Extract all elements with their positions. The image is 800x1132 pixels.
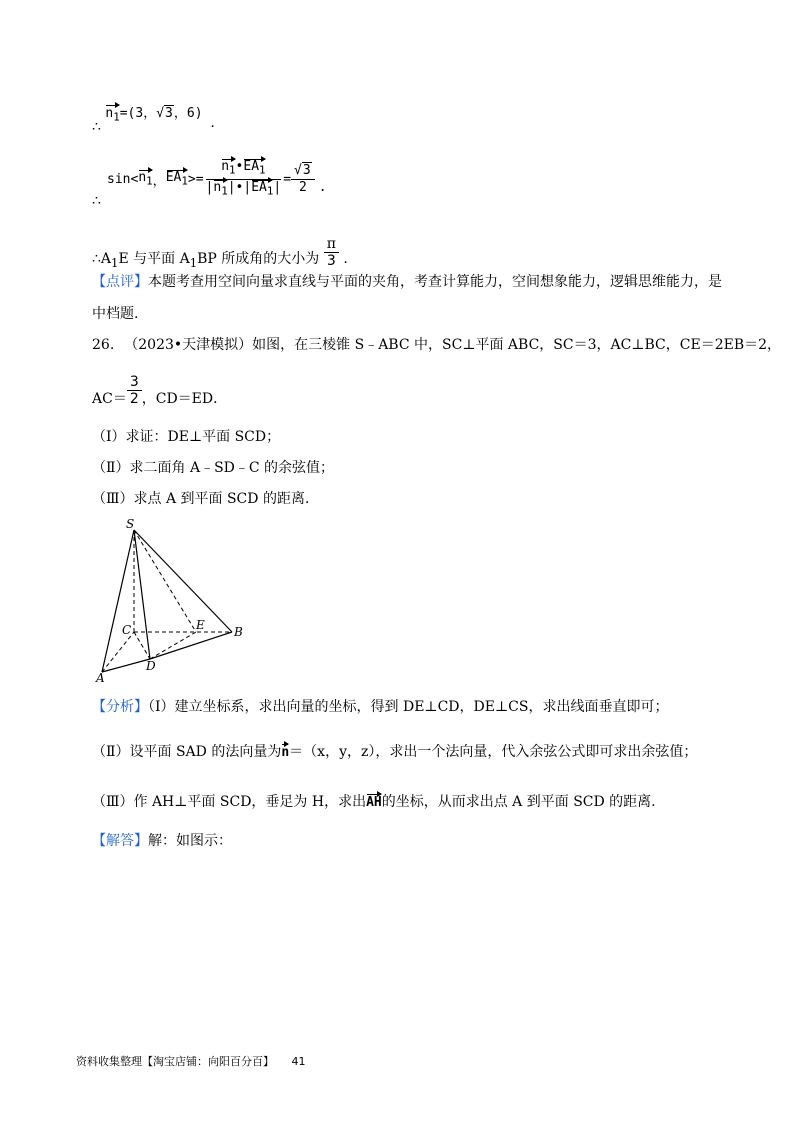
analysis-tag: 【分析】 — [92, 699, 148, 715]
label-S: S — [126, 517, 135, 531]
solution-tag: 【解答】 — [92, 833, 148, 849]
solution-line: 【解答】解：如图示： — [92, 833, 232, 849]
label-C: C — [122, 623, 132, 637]
edge-SD — [134, 530, 150, 659]
result-fraction: $\frac{√3}{2}$ — [291, 163, 315, 196]
edge-SB — [134, 530, 232, 632]
result-line-normal-vector — [92, 104, 215, 135]
page-number: 41 — [291, 1055, 306, 1068]
question-3: （Ⅲ）求点 A 到平面 SCD 的距离． — [92, 491, 319, 507]
label-E: E — [196, 618, 205, 632]
page-footer — [76, 1053, 306, 1069]
edge-AD — [102, 659, 150, 672]
question-2: （Ⅱ）求二面角 A﹣SD﹣C 的余弦值； — [92, 460, 335, 476]
sine-formula: sin< $n_1$ ， $EA_1$ >= $\frac{n_1•EA_1}{|n_1|•|EA_1|}$ = $\frac{√3}{2}$ . — [107, 158, 327, 198]
footer-source: 资料收集整理【淘宝店铺：向阳百分百】 — [76, 1055, 274, 1068]
label-B: B — [234, 625, 243, 639]
analysis-line-2: （Ⅱ）设平面 SAD 的法向量为n＝（x，y，z），求出一个法向量，代入余弦公式即可求出余弦值； — [92, 744, 698, 760]
label-A: A — [96, 671, 105, 684]
label-D: D — [146, 659, 156, 673]
pyramid-figure — [90, 512, 260, 684]
pi-over-three: $\frac{\pi}{3}$ — [324, 236, 339, 269]
problem-number: 26. — [92, 337, 115, 353]
analysis-line-3: （Ⅲ）作 AH⊥平面 SCD，垂足为 H，求出AH的坐标，从而求出点 A 到平面 SCD 的距离. — [92, 794, 656, 810]
analysis-line-1: 【分析】（Ⅰ）建立坐标系，求出向量的坐标，得到 DE⊥CD，DE⊥CS，求出线面垂直即可； — [92, 699, 669, 715]
fraction-three-halves: $\frac{3}{2}$ — [127, 374, 142, 407]
therefore-symbol: ∴ — [92, 193, 101, 209]
comment-paragraph: 【点评】本题考查用空间向量求直线与平面的夹角，考查计算能力，空间想象能力，逻辑思维能力，是 — [92, 274, 722, 290]
edge-DB — [150, 632, 232, 659]
conclusion-line: $\therefore A_1E$ 与平面 $A_1BP$ 所成角的大小为 $\frac{\pi}{3}$ . — [92, 236, 348, 270]
vector-n1: $n_1$ — [138, 170, 153, 188]
problem-statement: 26. （2023•天津模拟）如图，在三棱锥 S﹣ABC 中，SC⊥平面 ABC，SC＝3，AC⊥BC，CE＝2EB＝2， — [92, 337, 782, 353]
question-1: （Ⅰ）求证：DE⊥平面 SCD； — [92, 429, 281, 445]
vector-ah: AH — [366, 795, 382, 810]
vector-n: n — [281, 745, 290, 760]
normal-vector-expression: $n_1=(3$，√3，6) — [105, 106, 210, 121]
edge-SE — [134, 530, 196, 632]
period: . — [210, 115, 215, 131]
problem-given: AC＝ $\frac{3}{2}$ ，CD＝ED． — [92, 374, 228, 407]
vector-n1: $n_1$ — [105, 105, 119, 127]
comment-tag: 【点评】 — [92, 274, 148, 290]
cosine-fraction: $\frac{n_1•EA_1}{|n_1|•|EA_1|}$ — [205, 158, 282, 198]
therefore-symbol: ∴ — [92, 119, 101, 135]
comment-paragraph-cont: 中档题. — [92, 306, 139, 322]
vector-ea1: $EA_1$ — [165, 170, 188, 188]
edge-SA — [102, 530, 134, 672]
